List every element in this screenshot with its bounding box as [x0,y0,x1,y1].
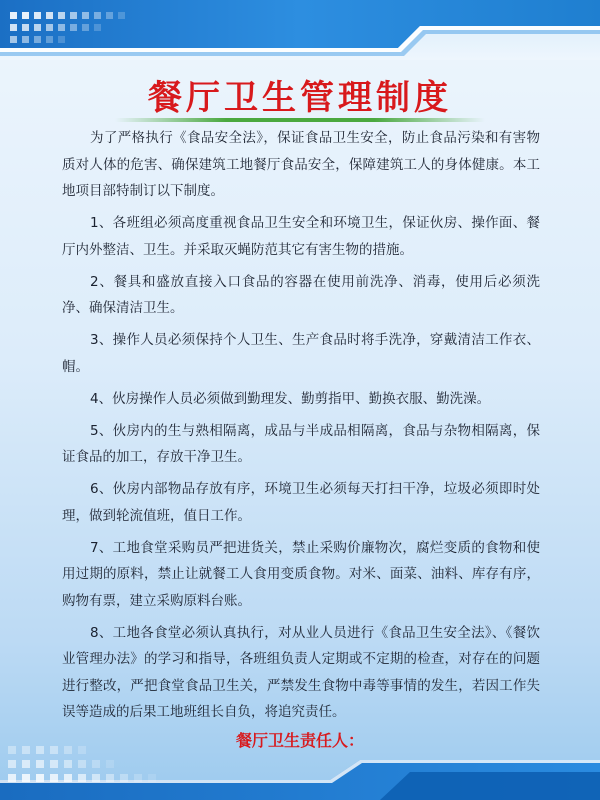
rule-2: 2、餐具和盛放直接入口食品的容器在使用前洗净、消毒，使用后必须洗净、确保清洁卫生。 [62,273,540,316]
dot-pattern-top [8,10,208,46]
title-divider [115,118,485,122]
rule-1: 1、各班组必须高度重视食品卫生安全和环境卫生，保证伙房、操作面、餐厅内外整洁、卫生。并采取灭蝇防范其它有害生物的措施。 [62,215,540,258]
rule-3: 3、操作人员必须保持个人卫生、生产食品时将手洗净，穿戴清洁工作衣、帽。 [62,332,540,375]
rule-7: 7、工地食堂采购员严把进货关，禁止采购价廉物次，腐烂变质的食物和使用过期的原料，禁止让就餐工人食用变质食物。对米、面菜、油料、库存有序，购物有票，建立采购原料台账。 [62,539,540,609]
responsible-person-label: 餐厅卫生责任人： [235,731,364,750]
rule-6: 6、伙房内部物品存放有序，环境卫生必须每天打扫干净，垃圾必须即时处理，做到轮流值班，值日工作。 [62,481,540,524]
dot-pattern-bottom [6,744,246,792]
regulation-content [62,125,540,731]
page-title: 餐厅卫生管理制度 [148,78,452,118]
rule-4: 4、伙房操作人员必须做到勤理发、勤剪指甲、勤换衣服、勤洗澡。 [90,390,491,407]
intro-paragraph: 为了严格执行《食品安全法》，保证食品卫生安全，防止食品污染和有害物质对人体的危害、确保建筑工地餐厅食品安全，保障建筑工人的身体健康。本工地项目部特制订以下制度。 [62,130,540,199]
rule-8: 8、工地各食堂必须认真执行，对从业人员进行《食品卫生安全法》、《餐饮业管理办法》的学习和指导，各班组负责人定期或不定期的检查，对存在的问题进行整改，严把食堂食品卫生关，严禁发生食物中毒等事情的发生，若因工作失误等造成的后果工地班组长自负，将追究责任。 [62,624,540,720]
rule-5: 5、伙房内的生与熟相隔离，成品与半成品相隔离，食品与杂物相隔离，保证食品的加工，存放干净卫生。 [62,422,540,465]
